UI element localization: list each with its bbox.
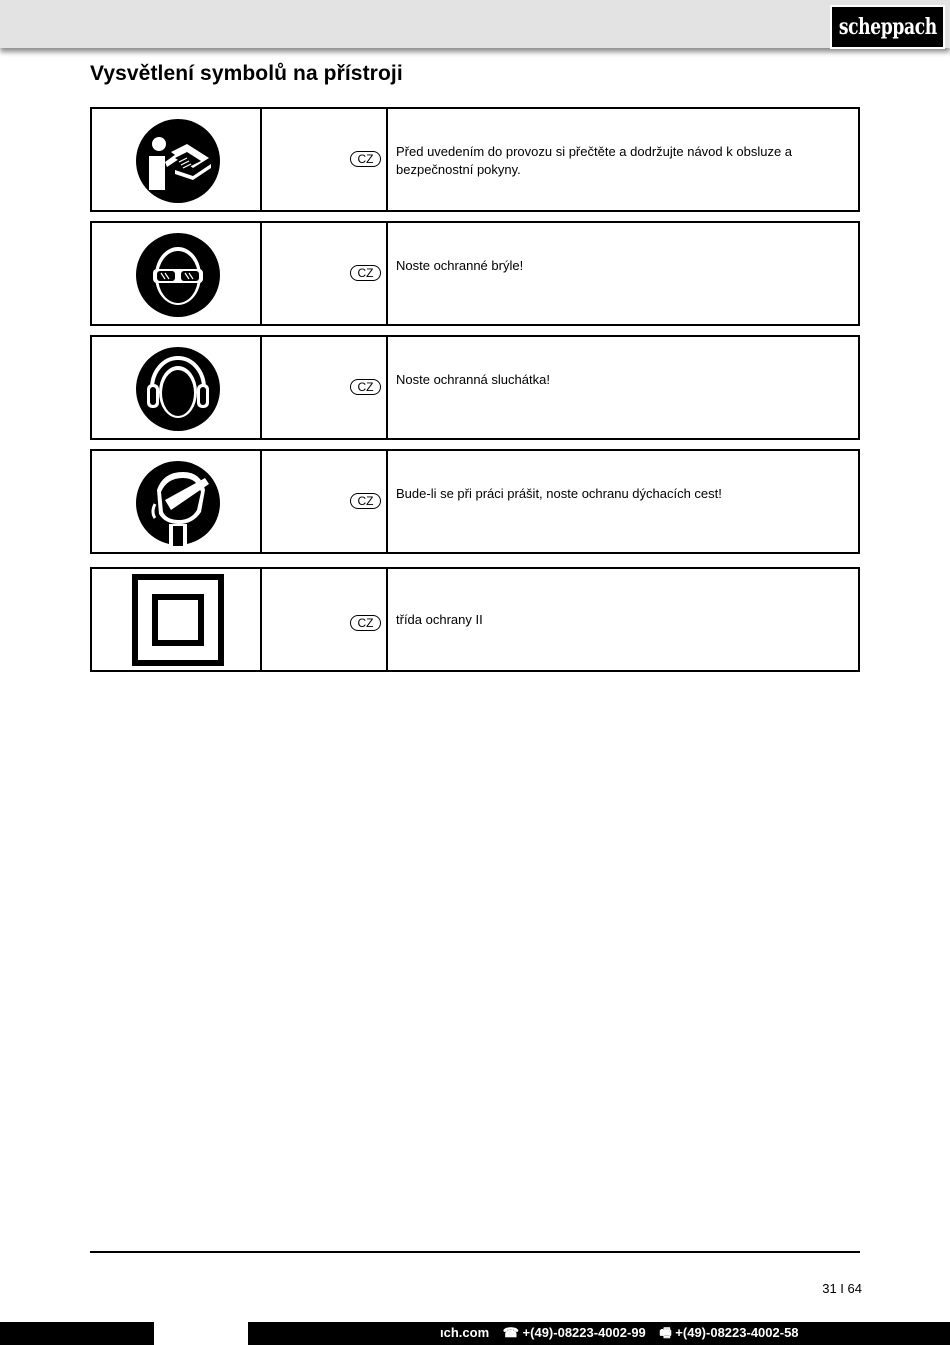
symbol-row-safety-goggles — [90, 221, 860, 326]
footer-fax: 🖷 +(49)-08223-4002-58 — [659, 1325, 799, 1340]
ear-protection-icon — [135, 346, 221, 432]
symbol-icon-cell — [92, 223, 262, 324]
dust-mask-icon — [135, 460, 221, 546]
symbol-row-read-manual — [90, 107, 860, 212]
cz-language-badge: CZ — [350, 615, 381, 631]
page-title: Vysvětlení symbolů na přístroji — [90, 62, 403, 85]
footer-divider — [90, 1251, 860, 1253]
symbol-row-dust-mask — [90, 449, 860, 554]
cz-language-badge: CZ — [350, 265, 381, 281]
symbol-description: třída ochrany II — [396, 612, 483, 627]
header-bar — [0, 0, 950, 48]
symbol-lang-cell — [262, 569, 388, 670]
footer-phone: ☎ +(49)-08223-4002-99 — [502, 1325, 646, 1340]
footer-website: ıch.com — [440, 1325, 490, 1340]
footer-bar-gap — [154, 1322, 248, 1345]
symbol-description: Noste ochranné brýle! — [396, 258, 524, 273]
symbol-icon-cell — [92, 109, 262, 210]
symbol-lang-cell — [262, 223, 388, 324]
cz-language-badge: CZ — [350, 493, 381, 509]
scheppach-logo — [830, 5, 945, 49]
symbol-icon-cell — [92, 569, 262, 670]
read-manual-icon — [135, 118, 221, 204]
protection-class-ii-icon — [132, 574, 224, 666]
symbol-lang-cell — [262, 109, 388, 210]
safety-goggles-icon — [135, 232, 221, 318]
symbol-lang-cell — [262, 337, 388, 438]
symbol-description: Noste ochranná sluchátka! — [396, 372, 550, 387]
logo-text: scheppach — [838, 14, 937, 40]
symbol-description: Před uvedením do provozu si přečtěte a dodržujte návod k obsluze a bezpečnostní pokyny. — [396, 144, 793, 177]
symbol-row-protection-class-ii — [90, 567, 860, 672]
symbol-row-ear-protection — [90, 335, 860, 440]
symbol-description: Bude-li se při práci prášit, noste ochranu dýchacích cest! — [396, 486, 722, 501]
symbol-icon-cell — [92, 337, 262, 438]
page-number: 31 I 64 — [822, 1281, 862, 1296]
symbol-lang-cell — [262, 451, 388, 552]
symbol-icon-cell — [92, 451, 262, 552]
cz-language-badge: CZ — [350, 379, 381, 395]
footer-contact — [440, 1324, 820, 1342]
cz-language-badge: CZ — [350, 151, 381, 167]
